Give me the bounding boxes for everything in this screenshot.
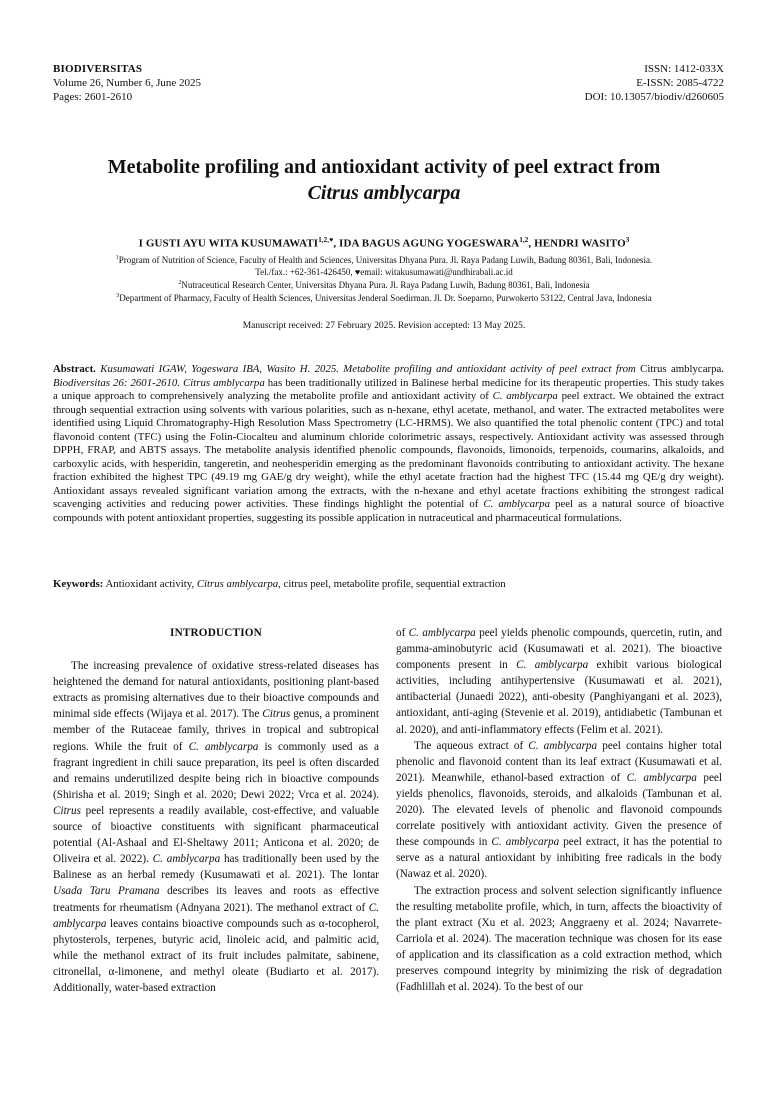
paragraph [396,625,722,738]
affiliation-1 [40,252,728,278]
paragraph-text: peel represents a readily available, cost-effective, and valuable source of bioactive constituents with significant pharmaceutical potential (Al-Ashaal and El-Sheltawy 2011; Anticona et al. 2020; de Oliveira et al. 2022). [53,804,379,866]
left-column [53,625,379,996]
paragraph-text: The extraction process and solvent selection significantly influence the resulting metabolite profile, which, in turn, affects the bioactivity of the plant extract (Xu et al. 2023; Anggraeny et al. 2024; Navarrete-Carriola et al. 2024). The maceration technique was chosen for its ease of application and its classification as a cold extraction method, which preserves compound integrity by minimizing the risk of degradation (Fadhlillah et al. 2024). To the best of our [396,884,722,994]
author-3-affil: 3 [625,236,630,244]
keyword-text: Antioxidant activity, [103,578,195,590]
keyword-species: Citrus amblycarpa [194,578,279,590]
paragraph [53,658,379,996]
abstract-text: peel extract. We obtained the extract through sequential extraction using solvents with various polarities, such as n-hexane, ethyl acetate, methanol, and water. The extracted metabolites were identified using Liquid Chromatography-High Resolution Mass Spectrometry (LC-HRMS). We also quantified the total phenolic content (TPC) and total flavonoid content (TFC) using the Folin-Ciocalteu and aluminum chloride colorimetric assays, respectively. Antioxidant activity was assessed through DPPH, FRAP, and ABTS assays. The metabolite analysis identified phenolic compounds, flavonoids, limonoids, terpenoids, coumarins, alkaloids, and carboxylic acids, with hesperidin, tangeretin, and neohesperidin emerging as the predominant flavonoids contributing to antioxidant activity. The hexane fraction exhibited the highest TPC (49.19 mg GAE/g dry weight), while the ethyl acetate fraction had the highest TFC (15.44 mg QE/g dry weight). Antioxidant assays revealed significant variation among the extracts, with the n-hexane and ethyl acetate fractions exhibiting the strongest radical scavenging activities and reducing power activities. These findings highlight the potential of [53,390,724,510]
right-column [396,625,722,995]
author-3: , HENDRI WASITO [528,237,626,250]
affiliation-2-number: 2 [178,280,182,286]
abstract-citation: Kusumawati IGAW, Yogeswara IBA, Wasito H. 2025. Metabolite profiling and antioxidant activity of peel extract from [95,363,636,375]
paragraph [396,738,722,883]
abstract-citation-species: Citrus amblycarpa. [635,363,724,375]
author-2-affil: 1,2 [519,236,529,244]
affiliation-1-number: 1 [115,255,119,261]
journal-name: BIODIVERSITAS [53,63,143,75]
species-name: C. amblycarpa [405,627,476,639]
species-name: C. amblycarpa [507,659,589,672]
paragraph-text: peel extract, it has the potential to serve as a natural antioxidant by inhibiting free radicals in the body (Nawaz et al. 2020). [396,836,722,881]
species-name: C. amblycarpa [148,853,221,866]
species-name: C. amblycarpa [487,836,560,849]
paragraph-text: peel yields phenolic compounds, quercetin, rutin, and gamma-aminobutyric acid (Kusumawati et al. 2021). The bioactive components present in [396,627,722,672]
author-list [40,236,728,250]
contact-info: Tel./fax.: +62-361-426450, ♥email: witakusumawati@undhirabali.ac.id [255,267,513,277]
article-title [40,154,728,206]
abstract-citation-journal: Biodiversitas 26: 2601-2610. [53,376,180,389]
abstract-label: Abstract. [53,363,96,375]
affiliation-2 [40,277,728,291]
paragraph [396,883,722,996]
abstract-text: peel as a natural source of bioactive compounds with potent antioxidant properties, suggesting its possible application in nutraceutical and pharmaceutical formulations. [53,498,725,524]
abstract-text: has been traditionally utilized in Balinese herbal medicine for its therapeutic properties. This study takes a unique approach to comprehensively analyzing the metabolite profile and antioxidant activity of [53,376,724,402]
species-name: C. amblycarpa [53,901,379,930]
issn: ISSN: 1412-033X [644,63,724,75]
paragraph-text: The aqueous extract of [414,739,524,752]
species-name: C. amblycarpa [523,739,598,752]
author-2: , IDA BAGUS AGUNG YOGESWARA [333,237,520,250]
species-name: C. amblycarpa [182,740,259,753]
paragraph-text: is commonly used as a fragrant ingredient in chili sauce preparation, its peel is often discarded and remains underutilized despite being rich in bioactive compounds (Shirisha et al. 2019; Singh et al. 2020; Dewi 2022; Vrca et al. 2024). [53,740,379,801]
affiliation-1-text: Program of Nutrition of Science, Faculty of Health and Sciences, Universitas Dhyana Pura. Jl. Raya Padang Luwih, Badung 80361, Bali, Indonesia. [118,255,653,265]
paragraph-text: leaves contains bioactive compounds such as α-tocopherol, phytosterols, terpenes, butyric acid, linoleic acid, and palmitic acid, while the methanol extract of its fruit includes palmitate, sabinene, citronellal, α-limonene, and methyl oleate (Budiarto et al. 2017). Additionally, water-based extraction [53,917,379,994]
paragraph-text: The increasing prevalence of oxidative stress-related diseases has heightened the demand for natural antioxidants, positioning plant-based extracts as promising alternatives due to their bioactive compounds and minimal side effects (Wijaya et al. 2017). The [53,660,379,721]
affiliation-3-number: 3 [116,293,120,299]
author-1: I GUSTI AYU WITA KUSUMAWATI [138,237,319,250]
identifiers [585,62,724,104]
affiliation-2-text: Nutraceutical Research Center, Universitas Dhyana Pura. Jl. Raya Padang Luwih, Badung 80361, Bali, Indonesia [181,280,590,290]
abstract-species: Citrus amblycarpa [180,376,265,389]
paragraph-text: genus, a prominent member of the Rutaceae family, thrives in tropical and subtropical regions. While the fruit of [53,708,379,753]
keyword-text: , citrus peel, metabolite profile, sequential extraction [278,578,506,590]
paragraph-text: of [396,627,406,639]
manuscript-name: Usada Taru Pramana [53,885,160,898]
volume-info: Volume 26, Number 6, June 2025 [53,77,201,89]
title-line: Metabolite profiling and antioxidant activity of peel extract from [107,156,661,178]
genus-name: Citrus [259,708,291,721]
keywords [53,578,724,592]
section-heading: INTRODUCTION [170,627,262,639]
manuscript-dates: Manuscript received: 27 February 2025. Revision accepted: 13 May 2025. [242,321,526,331]
paragraph-text: peel contains higher total phenolic and flavonoid content than its leaf extract (Kusumawati et al. 2021). Meanwhile, ethanol-based extraction of [396,739,722,784]
paragraph-text: has traditionally been used by the Balinese as an herbal remedy (Kusumawati et al. 2021). The lontar [53,853,380,882]
species-name: C. amblycarpa [620,771,697,784]
abstract-species: C. amblycarpa [488,390,558,402]
affiliation-3 [40,290,728,304]
keywords-label: Keywords: [53,578,104,590]
genus-name: Citrus [53,804,81,817]
doi: DOI: 10.13057/biodiv/d260605 [584,91,724,103]
abstract [53,363,724,525]
abstract-species: C. amblycarpa [478,498,550,510]
affiliation-3-text: Department of Pharmacy, Faculty of Health Sciences, Universitas Jenderal Soedirman. Jl. Dr. Soeparno, Purwokerto 53122, Central Java, Indonesia [119,293,652,303]
page-range: Pages: 2601-2610 [53,91,133,103]
paragraph-text: describes its leaves and roots as effective treatments for rheumatism (Adnyana 2021). The methanol extract of [53,885,379,914]
journal-info [53,62,201,104]
paragraph-text: exhibit various biological activities, including antihypertensive (Kusumawati et al. 2021), antibacterial (Junaedi 2022), anti-obesity (Panghiyangani et al. 2023), antioxidant, anti-aging (Stevenie et al. 2019), antidiabetic (Tambunan et al. 2020), and anti-inflammatory effects (Felim et al. 2021). [396,659,722,736]
author-1-affil: 1,2,♥ [318,236,334,244]
eissn: E-ISSN: 2085-4722 [636,77,724,89]
paragraph-text: peel yields phenolics, flavonoids, steroids, and alkaloids (Tambunan et al. 2020). The elevated levels of phenolic and flavonoid compounds correlate positively with antioxidant activity. Given the presence of these compounds in [396,771,722,849]
title-species: Citrus amblycarpa [307,182,461,204]
